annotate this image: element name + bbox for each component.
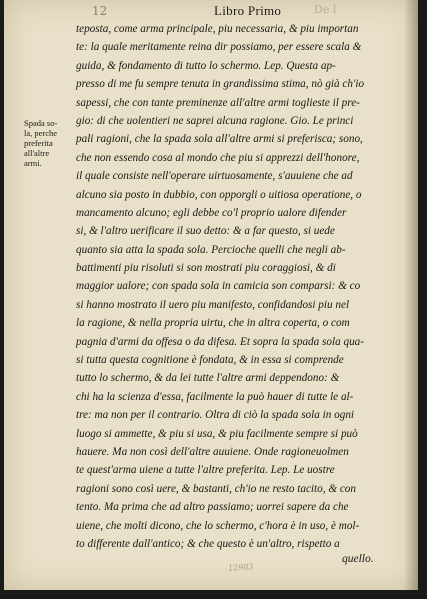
text-line: chi ha la scienza d'essa, facilmente la può hauer di tutte le al-	[76, 390, 354, 403]
text-line: tento. Ma prima che ad altro passiamo; uorrei sapere da che	[76, 501, 349, 514]
text-line: uiene, che molti dicono, che lo schermo, c'hora è in uso, è mol-	[76, 519, 360, 532]
text-line: tre: ma non per il contrario. Oltra di ciò la spada sola in ogni	[76, 409, 355, 422]
text-line: che non essendo cosa al mondo che piu si apprezzi dell'honore,	[76, 151, 360, 164]
text-line: quanto sia atta la spada sola. Percioche quelli che negli ab-	[76, 243, 346, 256]
text-line: gio: di che uolentieri ne saprei alcuna ragione. Gio. Le princi	[76, 114, 354, 127]
marginal-note-line: preferita	[24, 138, 53, 148]
marginal-note-line: armi.	[24, 158, 42, 168]
text-line: tutto lo schermo, & da lei tutte l'altre armi deppendono: &	[76, 372, 340, 385]
text-line: il quale consiste nell'operare uirtuosamente, s'auuiene che ad	[76, 170, 353, 183]
text-line: si hanno mostrato il uero piu manifesto, confidandosi piu nel	[76, 298, 350, 311]
text-line: luogo si ammette, & piu si usa, & piu facilmente sempre si può	[76, 427, 358, 440]
text-line: pali ragioni, che la spada sola all'altre armi si preferisca; sono,	[76, 133, 363, 146]
text-line: teposta, come arma principale, piu necessaria, & piu importan	[76, 23, 359, 35]
marginal-note	[24, 118, 80, 168]
text-line: guida, & fondamento di tutto lo schermo. Lep. Questa ap-	[76, 59, 336, 72]
text-line: to differente dall'antico; & che questo è un'altro, rispetto a	[76, 537, 340, 550]
text-line: alcuno sia posto in dubbio, con opporgli o uitiosa operatione, o	[76, 188, 362, 201]
text-line: hauere. Ma non così dell'altre auuiene. Onde ragioneuolmen	[76, 445, 349, 458]
page-number: 12	[92, 4, 108, 18]
text-line: te: la quale meritamente reina dir possiamo, per essere scala &	[76, 41, 362, 54]
marginal-note-line: all'altre	[24, 148, 50, 158]
body-text	[76, 20, 372, 553]
text-line: pagnia d'armi da offesa o da difesa. Et sopra la spada sola qua-	[76, 335, 364, 348]
text-line: ragioni sono così uere, & bastanti, ch'io ne resto tacito, & con	[76, 482, 356, 495]
text-line: si tutta questa cognitione è fondata, & in essa si comprende	[76, 354, 344, 367]
text-line: battimenti piu risoluti si son mostrati piu coraggiosi, & di	[76, 262, 336, 275]
text-line: maggior ualore; con spada sola in camicia son comparsi: & co	[76, 280, 361, 293]
book-page	[4, 0, 418, 590]
pencil-annotation: 12983	[227, 562, 254, 573]
marginal-note-line: la, perche	[24, 128, 58, 138]
running-title: Libro Primo	[214, 3, 282, 18]
text-line: presso di me fu sempre tenuta in grandissima stima, nò già ch'io	[76, 78, 365, 91]
text-line: la ragione, & nella propria uirtu, che in altra coperta, o com	[76, 317, 350, 330]
marginal-note-line: Spada so-	[24, 118, 58, 128]
text-line: sapessi, che con tante preminenze all'altre armi toglieste il pre-	[76, 96, 360, 109]
text-line: si, & l'altro uerificare il suo detto: & a far questo, si uede	[76, 225, 335, 238]
text-line: mancamento alcuno; egli debbe co'l proprio ualore difender	[76, 206, 347, 219]
text-line: te quest'arma uiene a tutte l'altre preferita. Lep. Le uostre	[76, 464, 335, 477]
bleed-through-text: De l	[314, 3, 337, 16]
catchword: quello.	[342, 553, 374, 565]
